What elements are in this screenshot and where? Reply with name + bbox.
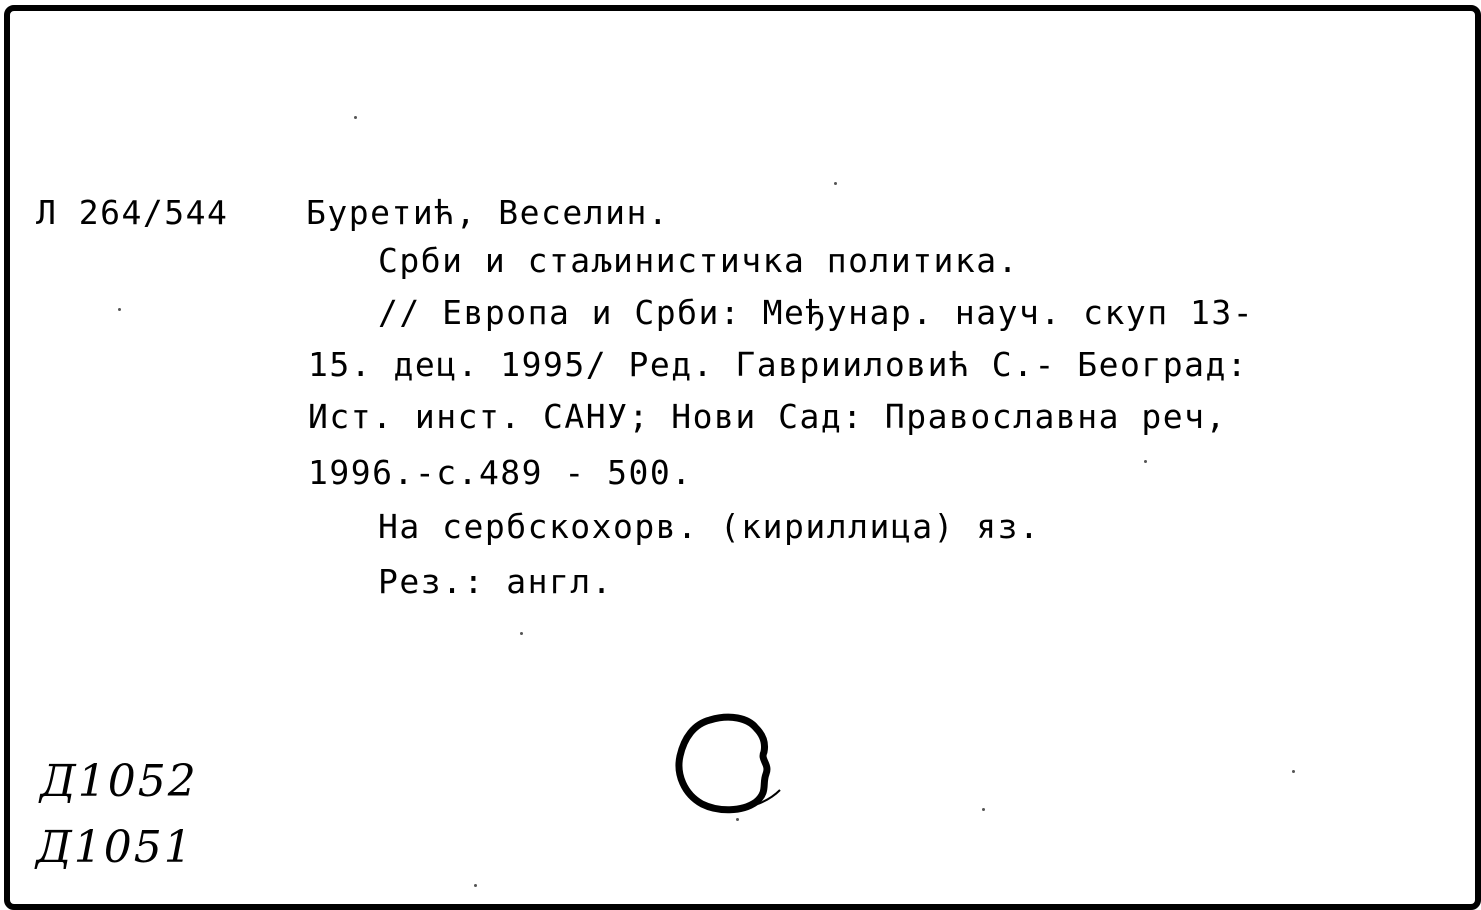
speck bbox=[982, 808, 985, 811]
source-line-4: 1996.-с.489 - 500. bbox=[308, 453, 693, 492]
speck bbox=[1292, 770, 1295, 773]
source-line-1: // Европа и Срби: Међунар. науч. скуп 13- bbox=[378, 293, 1255, 332]
speck bbox=[474, 884, 477, 887]
handwritten-number-2: Д1051 bbox=[36, 822, 194, 873]
title-line: Срби и стаљинистичка политика. bbox=[378, 241, 1020, 280]
call-number: Л 264/544 bbox=[36, 193, 229, 232]
handwritten-number-1: Д1052 bbox=[40, 756, 198, 807]
speck bbox=[736, 818, 739, 821]
summary-note: Рез.: англ. bbox=[378, 562, 614, 601]
source-line-3: Ист. инст. САНУ; Нови Сад: Православна реч, bbox=[308, 397, 1227, 436]
source-line-2: 15. дец. 1995/ Ред. Гаврииловић С.- Београд: bbox=[308, 345, 1249, 384]
speck bbox=[834, 182, 837, 185]
language-note: На сербскохорв. (кириллица) яз. bbox=[378, 507, 1041, 546]
speck bbox=[118, 308, 121, 311]
speck bbox=[1144, 460, 1147, 463]
punch-hole-mark bbox=[670, 712, 790, 827]
speck bbox=[520, 632, 523, 635]
author-name: Буретић, Веселин. bbox=[306, 193, 670, 232]
speck bbox=[354, 116, 357, 119]
